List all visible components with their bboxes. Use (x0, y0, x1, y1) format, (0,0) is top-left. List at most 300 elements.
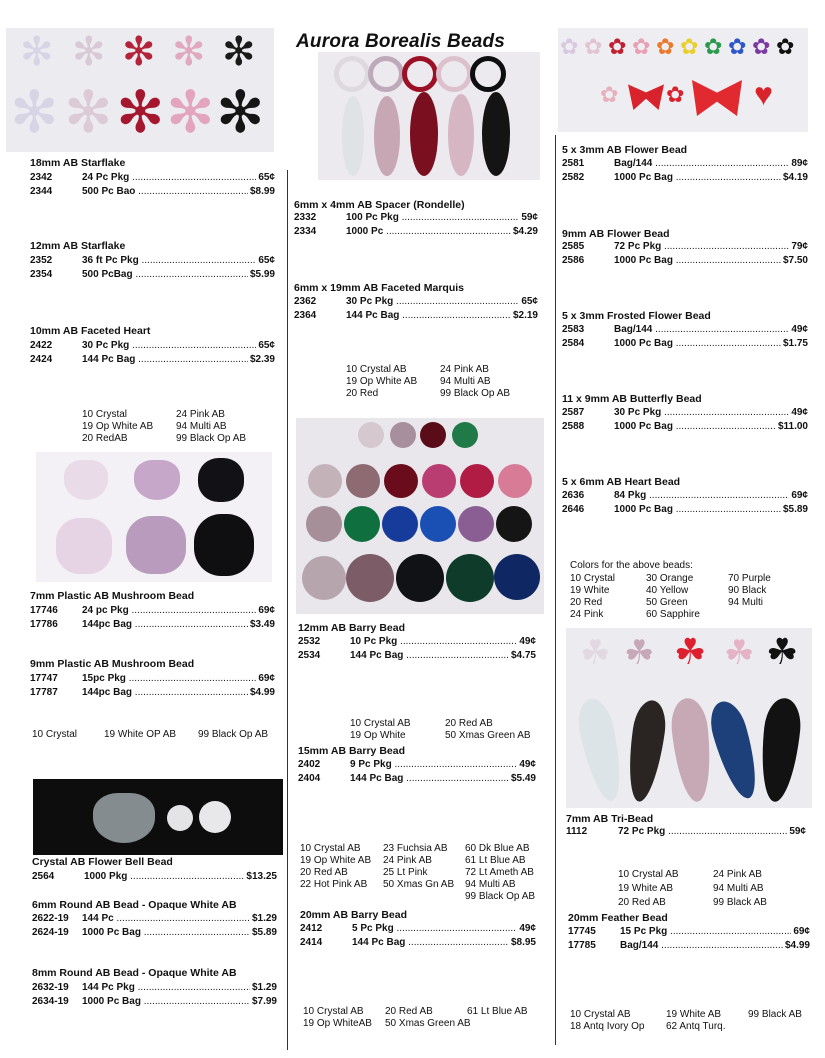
spacer-marquis-photo (318, 52, 540, 180)
sku: 2634-19 (32, 996, 69, 1007)
pack-desc: 144 Pc ..... (82, 913, 250, 924)
price: 69¢ (258, 673, 275, 684)
sku: 2584 (562, 338, 585, 349)
flower-bead-icon: ✿ (584, 34, 603, 59)
sku: 17745 (568, 926, 596, 937)
price: $2.19 (512, 310, 538, 321)
round-bead-icon (199, 801, 231, 833)
berry-bead-icon (420, 422, 446, 448)
pack-desc: Bag/144 ..... (614, 324, 789, 335)
sku: 2585 (562, 241, 585, 252)
price: $13.25 (246, 871, 277, 882)
starflake-bead-icon: ✻ (64, 80, 113, 145)
sku: 17747 (30, 673, 58, 684)
pack-desc: 1000 Pc Bag ..... (614, 421, 776, 432)
sku: 2354 (30, 269, 53, 280)
sku: 2412 (300, 923, 323, 934)
product-title: 6mm Round AB Bead - Opaque White AB (32, 899, 237, 911)
tri-bead-feather-photo (566, 628, 812, 808)
berry-bead-photo (296, 418, 544, 614)
color-option: 25 Lt Pink (383, 867, 428, 878)
product-title: 10mm AB Faceted Heart (30, 325, 151, 337)
product-title: 5 x 3mm Frosted Flower Bead (562, 310, 711, 322)
product-title: 20mm AB Barry Bead (300, 909, 407, 921)
tri-bead-icon: ☘ (624, 634, 655, 672)
color-option: 94 Multi AB (713, 883, 764, 894)
price: 69¢ (258, 605, 275, 616)
berry-bead-icon (498, 464, 532, 498)
color-option: 50 Xmas Green AB (445, 730, 531, 741)
product-title: 20mm Feather Bead (568, 912, 668, 924)
color-option: 20 RedAB (82, 433, 128, 444)
price: 69¢ (791, 490, 808, 501)
sku: 2344 (30, 186, 53, 197)
color-option: 94 Multi (728, 597, 764, 608)
pack-desc: 144 Pc Bag ..... (82, 354, 248, 365)
sku: 2588 (562, 421, 585, 432)
sku: 2632-19 (32, 982, 69, 993)
price-row (30, 687, 275, 698)
color-option: 19 White AB (666, 1009, 722, 1020)
product-title: 7mm Plastic AB Mushroom Bead (30, 590, 195, 602)
price-row (562, 338, 808, 349)
feather-bead-icon (757, 696, 804, 803)
pack-desc: 5 Pc Pkg ..... (352, 923, 517, 934)
price: $1.29 (251, 982, 277, 993)
flower-bead-icon: ✿ (608, 34, 627, 59)
color-option: 99 Black Op AB (198, 729, 269, 740)
price: 49¢ (791, 407, 808, 418)
color-list (618, 869, 808, 907)
price: 65¢ (521, 296, 538, 307)
berry-bead-icon (460, 464, 494, 498)
color-option: 90 Black (728, 585, 767, 596)
color-option: 99 Black AB (748, 1009, 802, 1020)
color-option: 20 Red (570, 597, 603, 608)
sku: 17746 (30, 605, 58, 616)
price-row (562, 241, 808, 252)
sku: 17786 (30, 619, 58, 630)
price: 89¢ (791, 158, 808, 169)
color-option: 99 Black Op AB (440, 388, 511, 399)
sku: 2362 (294, 296, 317, 307)
sku: 2622-19 (32, 913, 69, 924)
sku: 2646 (562, 504, 585, 515)
product-title: 9mm AB Flower Bead (562, 228, 670, 240)
color-option: 19 White OP AB (104, 729, 177, 740)
mushroom-bead-icon (56, 518, 112, 574)
color-option: 19 Op White (350, 730, 406, 741)
pack-desc: 144 Pc Bag ..... (350, 650, 509, 661)
price: $1.29 (251, 913, 277, 924)
color-option: 20 Red AB (300, 867, 348, 878)
product-title: 15mm AB Barry Bead (298, 745, 405, 757)
sku: 2564 (32, 871, 55, 882)
price-row (568, 926, 810, 937)
color-option: 30 Orange (646, 573, 694, 584)
color-option: 50 Xmas Green AB (385, 1018, 471, 1029)
flower-bell-bead-icon (93, 793, 155, 843)
pack-desc: 1000 Pc ..... (346, 226, 511, 237)
starflake-bead-icon: ✻ (10, 80, 59, 145)
sku: 2534 (298, 650, 321, 661)
color-option: 24 Pink AB (383, 855, 432, 866)
price-row (298, 759, 536, 770)
pack-desc: 30 Pc Pkg ..... (614, 407, 789, 418)
price-row (30, 255, 275, 266)
marquis-bead-icon (342, 96, 364, 176)
berry-bead-icon (302, 556, 346, 600)
sku: 2532 (298, 636, 321, 647)
pack-desc: 100 Pc Pkg ..... (346, 212, 519, 223)
price: 65¢ (258, 172, 275, 183)
color-option: 94 Multi AB (176, 421, 227, 432)
product-title: 9mm Plastic AB Mushroom Bead (30, 658, 195, 670)
color-option: 19 White AB (618, 883, 674, 894)
pack-desc: Bag/144 ..... (620, 940, 783, 951)
pack-desc: 1000 Pc Bag ..... (614, 338, 781, 349)
tri-bead-icon: ☘ (724, 634, 755, 672)
berry-bead-icon (496, 506, 532, 542)
price: $4.99 (784, 940, 810, 951)
price-row (32, 982, 277, 993)
price-row (294, 296, 538, 307)
price: $8.95 (510, 937, 536, 948)
feather-bead-icon (574, 696, 629, 805)
color-option: 20 Red AB (385, 1006, 433, 1017)
price-row (562, 324, 808, 335)
color-option: 94 Multi AB (465, 879, 516, 890)
price: 49¢ (519, 923, 536, 934)
color-list (300, 843, 550, 905)
price: $8.99 (249, 186, 275, 197)
price-row (32, 913, 277, 924)
berry-bead-icon (494, 554, 540, 600)
color-option: 24 Pink (570, 609, 604, 620)
berry-bead-icon (422, 464, 456, 498)
marquis-bead-icon (374, 96, 400, 176)
price: $7.99 (251, 996, 277, 1007)
starflake-bead-icon: ✻ (116, 80, 165, 145)
price: 59¢ (521, 212, 538, 223)
price-row (30, 673, 275, 684)
price: $5.89 (251, 927, 277, 938)
price-row (562, 407, 808, 418)
color-option: 10 Crystal AB (350, 718, 411, 729)
sku: 2342 (30, 172, 53, 183)
color-option: 19 Op White AB (300, 855, 372, 866)
berry-bead-icon (458, 506, 494, 542)
starflake-bead-icon: ✻ (20, 30, 54, 74)
color-list (570, 1009, 815, 1035)
price-row (294, 226, 538, 237)
price-row (568, 940, 810, 951)
sku: 2332 (294, 212, 317, 223)
color-option: 23 Fuchsia AB (383, 843, 448, 854)
flower-bead-icon: ✿ (632, 34, 651, 59)
price: $5.99 (249, 269, 275, 280)
price-row (298, 636, 536, 647)
mushroom-bead-icon (64, 460, 108, 500)
pack-desc: 500 Pc Bao ..... (82, 186, 248, 197)
product-title: 12mm AB Barry Bead (298, 622, 405, 634)
price: 65¢ (258, 340, 275, 351)
color-option: 24 Pink AB (440, 364, 489, 375)
price-row (32, 996, 277, 1007)
price-row (30, 269, 275, 280)
price: $7.50 (782, 255, 808, 266)
color-option: 99 Black Op AB (465, 891, 536, 902)
price: 59¢ (789, 826, 806, 837)
color-option: 99 Black AB (713, 897, 767, 908)
price: 49¢ (791, 324, 808, 335)
round-bead-icon (167, 805, 193, 831)
product-title: 18mm AB Starflake (30, 157, 126, 169)
color-option: 10 Crystal AB (300, 843, 361, 854)
color-list (82, 409, 282, 449)
pack-desc: 72 Pc Pkg ..... (618, 826, 787, 837)
sku: 2352 (30, 255, 53, 266)
price-row (30, 172, 275, 183)
product-title: 12mm AB Starflake (30, 240, 126, 252)
berry-bead-icon (346, 464, 380, 498)
berry-bead-icon (306, 506, 342, 542)
berry-bead-icon (358, 422, 384, 448)
column-divider-right (555, 135, 556, 1045)
price-row (566, 826, 806, 837)
rondelle-bead-icon (436, 56, 472, 92)
tri-bead-icon: ☘ (580, 634, 611, 672)
mushroom-bead-photo (36, 452, 272, 582)
price-row (30, 619, 275, 630)
butterfly-bead-icon (692, 80, 742, 116)
flower-bead-icon: ✿ (704, 34, 723, 59)
starflake-bead-icon: ✻ (166, 80, 215, 145)
color-option: 19 Op WhiteAB (303, 1018, 372, 1029)
berry-bead-icon (420, 506, 456, 542)
price: $3.49 (249, 619, 275, 630)
berry-bead-icon (446, 554, 494, 602)
color-option: 20 Red AB (445, 718, 493, 729)
color-option: 72 Lt Ameth AB (465, 867, 534, 878)
pack-desc: Bag/144 ..... (614, 158, 789, 169)
flower-bead-icon: ✿ (680, 34, 699, 59)
sku: 2583 (562, 324, 585, 335)
price-row (562, 504, 808, 515)
rondelle-bead-icon (402, 56, 438, 92)
color-list (570, 573, 810, 625)
price: $1.75 (782, 338, 808, 349)
price-row (30, 340, 275, 351)
pack-desc: 15 Pc Pkg ..... (620, 926, 791, 937)
sku: 17787 (30, 687, 58, 698)
flower-bell-bead-photo (33, 779, 283, 855)
berry-bead-icon (308, 464, 342, 498)
rondelle-bead-icon (368, 56, 404, 92)
price: 49¢ (519, 636, 536, 647)
rondelle-bead-icon (334, 56, 370, 92)
flower-bead-icon: ✿ (728, 34, 747, 59)
price-row (300, 937, 536, 948)
starflake-bead-icon: ✻ (222, 30, 256, 74)
sku: 2587 (562, 407, 585, 418)
pack-desc: 144pc Bag ..... (82, 619, 248, 630)
color-option: 24 Pink AB (713, 869, 762, 880)
feather-bead-icon (623, 698, 669, 803)
price: $4.99 (249, 687, 275, 698)
price-row (294, 212, 538, 223)
price-row (30, 605, 275, 616)
color-option: 10 Crystal (570, 573, 616, 584)
sku: 17785 (568, 940, 596, 951)
price-row (562, 255, 808, 266)
color-option: 10 Crystal (82, 409, 128, 420)
color-option: 10 Crystal AB (346, 364, 407, 375)
flower-bead-icon: ✿ (656, 34, 675, 59)
product-title: 6mm x 4mm AB Spacer (Rondelle) (294, 199, 465, 211)
price-row (300, 923, 536, 934)
color-option: 50 Xmas Gn AB (383, 879, 455, 890)
price: $4.75 (510, 650, 536, 661)
pack-desc: 30 Pc Pkg ..... (346, 296, 519, 307)
price: $4.19 (782, 172, 808, 183)
mushroom-bead-icon (194, 514, 254, 576)
starflake-photo (6, 28, 274, 152)
price-row (298, 650, 536, 661)
color-option: 50 Green (646, 597, 688, 608)
berry-bead-icon (346, 554, 394, 602)
product-title: 5 x 6mm AB Heart Bead (562, 476, 681, 488)
marquis-bead-icon (448, 94, 474, 176)
color-option: 10 Crystal (32, 729, 78, 740)
color-option: 18 Antq Ivory Op (570, 1021, 645, 1032)
sku: 2636 (562, 490, 585, 501)
color-option: 99 Black Op AB (176, 433, 247, 444)
sku: 2402 (298, 759, 321, 770)
mushroom-bead-icon (198, 458, 244, 502)
product-title: 5 x 3mm AB Flower Bead (562, 144, 688, 156)
sku: 2586 (562, 255, 585, 266)
price: 79¢ (791, 241, 808, 252)
pack-desc: 500 PcBag ..... (82, 269, 248, 280)
price-row (562, 421, 808, 432)
product-title: Crystal AB Flower Bell Bead (32, 856, 173, 868)
pack-desc: 1000 Pc Bag ..... (614, 255, 781, 266)
page-title: Aurora Borealis Beads (296, 31, 506, 52)
flower-bead-icon: ✿ (752, 34, 771, 59)
color-option: 20 Red (346, 388, 379, 399)
price-row (30, 354, 275, 365)
pack-desc: 9 Pc Pkg ..... (350, 759, 517, 770)
color-option: 62 Antq Turq. (666, 1021, 726, 1032)
berry-bead-icon (382, 506, 418, 542)
color-option: 60 Sapphire (646, 609, 700, 620)
pack-desc: 10 Pc Pkg ..... (350, 636, 517, 647)
price: $4.29 (512, 226, 538, 237)
pack-desc: 24 Pc Pkg ..... (82, 172, 256, 183)
price-row (30, 186, 275, 197)
starflake-bead-icon: ✻ (216, 80, 265, 145)
rondelle-bead-icon (470, 56, 506, 92)
color-option: 70 Purple (728, 573, 771, 584)
color-option: 40 Yellow (646, 585, 689, 596)
mushroom-bead-icon (126, 516, 186, 574)
starflake-bead-icon: ✻ (72, 30, 106, 74)
pack-desc: 1000 Pc Bag ..... (82, 927, 250, 938)
flower-bead-icon: ✿ (560, 34, 579, 59)
berry-bead-icon (384, 464, 418, 498)
flower-butterfly-heart-photo (558, 28, 808, 132)
sku: 2582 (562, 172, 585, 183)
price-row (562, 490, 808, 501)
product-title: 11 x 9mm AB Butterfly Bead (562, 393, 702, 405)
price: 49¢ (519, 759, 536, 770)
feather-bead-icon (705, 697, 765, 802)
starflake-bead-icon: ✻ (122, 30, 156, 74)
sku: 2581 (562, 158, 585, 169)
sku: 1112 (566, 826, 588, 837)
berry-bead-icon (396, 554, 444, 602)
pack-desc: 72 Pc Pkg ..... (614, 241, 789, 252)
pack-desc: 144pc Bag ..... (82, 687, 248, 698)
color-option: 61 Lt Blue AB (465, 855, 526, 866)
tri-bead-icon: ☘ (766, 631, 799, 672)
color-option: 10 Crystal AB (303, 1006, 364, 1017)
color-option: 10 Crystal AB (618, 869, 679, 880)
color-option: 61 Lt Blue AB (467, 1006, 528, 1017)
butterfly-bead-icon (628, 78, 664, 110)
pack-desc: 144 Pc Bag ..... (352, 937, 509, 948)
pack-desc: 1000 Pkg ..... (84, 871, 244, 882)
price-row (562, 158, 808, 169)
sku: 2422 (30, 340, 53, 351)
color-list (350, 718, 540, 744)
color-option: 19 White (570, 585, 610, 596)
colors-heading: Colors for the above beads: (570, 560, 693, 571)
flower-bead-icon: ✿ (600, 82, 619, 107)
price: $5.49 (510, 773, 536, 784)
sku: 2334 (294, 226, 317, 237)
starflake-bead-icon: ✻ (172, 30, 206, 74)
price-row (32, 871, 277, 882)
pack-desc: 1000 Pc Bag ..... (614, 504, 781, 515)
color-option: 60 Dk Blue AB (465, 843, 530, 854)
tri-bead-icon: ☘ (674, 631, 707, 672)
sku: 2404 (298, 773, 321, 784)
product-title: 8mm Round AB Bead - Opaque White AB (32, 967, 237, 979)
pack-desc: 30 Pc Pkg ..... (82, 340, 256, 351)
sku: 2424 (30, 354, 53, 365)
price: $2.39 (249, 354, 275, 365)
color-list (32, 729, 282, 743)
color-option: 20 Red AB (618, 897, 666, 908)
color-option: 24 Pink AB (176, 409, 225, 420)
column-divider-left (287, 170, 288, 1050)
marquis-bead-icon (410, 92, 438, 176)
marquis-bead-icon (482, 92, 510, 176)
pack-desc: 36 ft Pc Pkg ..... (82, 255, 256, 266)
sku: 2364 (294, 310, 317, 321)
mushroom-bead-icon (134, 460, 180, 500)
color-option: 19 Op White AB (346, 376, 418, 387)
color-list (346, 364, 536, 404)
price-row (294, 310, 538, 321)
pack-desc: 1000 Pc Bag ..... (82, 996, 250, 1007)
flower-bead-icon: ✿ (776, 34, 795, 59)
pack-desc: 84 Pkg ..... (614, 490, 789, 501)
color-option: 10 Crystal AB (570, 1009, 631, 1020)
color-option: 22 Hot Pink AB (300, 879, 368, 890)
